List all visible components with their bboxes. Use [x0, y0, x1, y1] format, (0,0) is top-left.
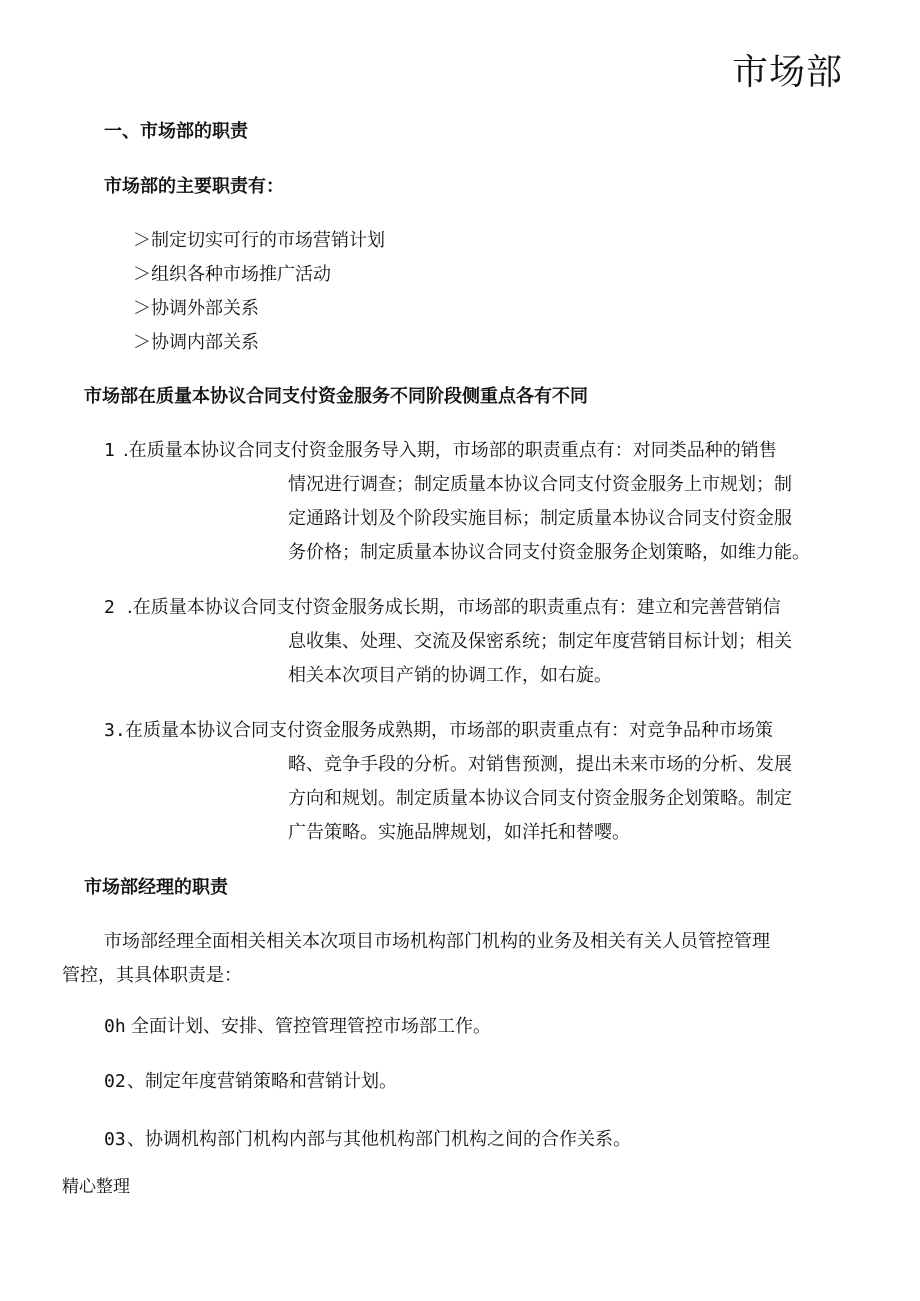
item-line: 息收集、处理、交流及保密系统；制定年度营销目标计划；相关 [288, 631, 792, 652]
item-line: 相关本次项目产销的协调工作，如右旋。 [288, 665, 612, 686]
bullet-item: ＞协调外部关系 [133, 298, 259, 319]
section1-subheading: 市场部的主要职责有： [104, 176, 284, 197]
item-line: .在质量本协议合同支付资金服务导入期，市场部的职责重点有：对同类品种的销售 [123, 440, 777, 461]
footer-note: 精心整理 [62, 1177, 130, 1197]
section2-heading: 市场部在质量本协议合同支付资金服务不同阶段侧重点各有不同 [84, 386, 588, 407]
duty-text: 、制定年度营销策略和营销计划。 [127, 1071, 397, 1092]
bullet-item: ＞组织各种市场推广活动 [133, 264, 331, 285]
duty-text: 全面计划、安排、管控管理管控市场部工作。 [131, 1016, 491, 1037]
item-line: 务价格；制定质量本协议合同支付资金服务企划策略，如维力能。 [288, 542, 810, 563]
item-line: 情况进行调查；制定质量本协议合同支付资金服务上市规划；制 [288, 474, 792, 495]
intro-line: 市场部经理全面相关相关本次项目市场机构部门机构的业务及相关有关人员管控管理 [104, 931, 770, 952]
page-title: 市场部 [731, 52, 843, 93]
section3-heading: 市场部经理的职责 [84, 877, 228, 898]
item-number: 2 [104, 597, 115, 618]
section1-heading: 一、市场部的职责 [104, 121, 248, 142]
duty-text: 、协调机构部门机构内部与其他机构部门机构之间的合作关系。 [127, 1129, 631, 1150]
item-line: 定通路计划及个阶段实施目标；制定质量本协议合同支付资金服 [288, 508, 792, 529]
item-line: .在质量本协议合同支付资金服务成长期，市场部的职责重点有：建立和完善营销信 [127, 597, 781, 618]
bullet-item: ＞制定切实可行的市场营销计划 [133, 230, 385, 251]
duty-number: 02 [104, 1071, 126, 1092]
item-line: 方向和规划。制定质量本协议合同支付资金服务企划策略。制定 [288, 788, 792, 809]
intro-line: 管控，其具体职责是： [62, 965, 242, 986]
item-number: 1 [104, 440, 115, 461]
duty-number: 0h [104, 1016, 126, 1037]
item-line: 广告策略。实施品牌规划，如洋托和替嘤。 [288, 822, 630, 843]
item-line: 在质量本协议合同支付资金服务成熟期，市场部的职责重点有：对竞争品种市场策 [125, 720, 773, 741]
bullet-item: ＞协调内部关系 [133, 332, 259, 353]
duty-number: 03 [104, 1129, 126, 1150]
item-line: 略、竞争手段的分析。对销售预测，提出未来市场的分析、发展 [288, 754, 792, 775]
item-number: 3. [104, 720, 126, 741]
